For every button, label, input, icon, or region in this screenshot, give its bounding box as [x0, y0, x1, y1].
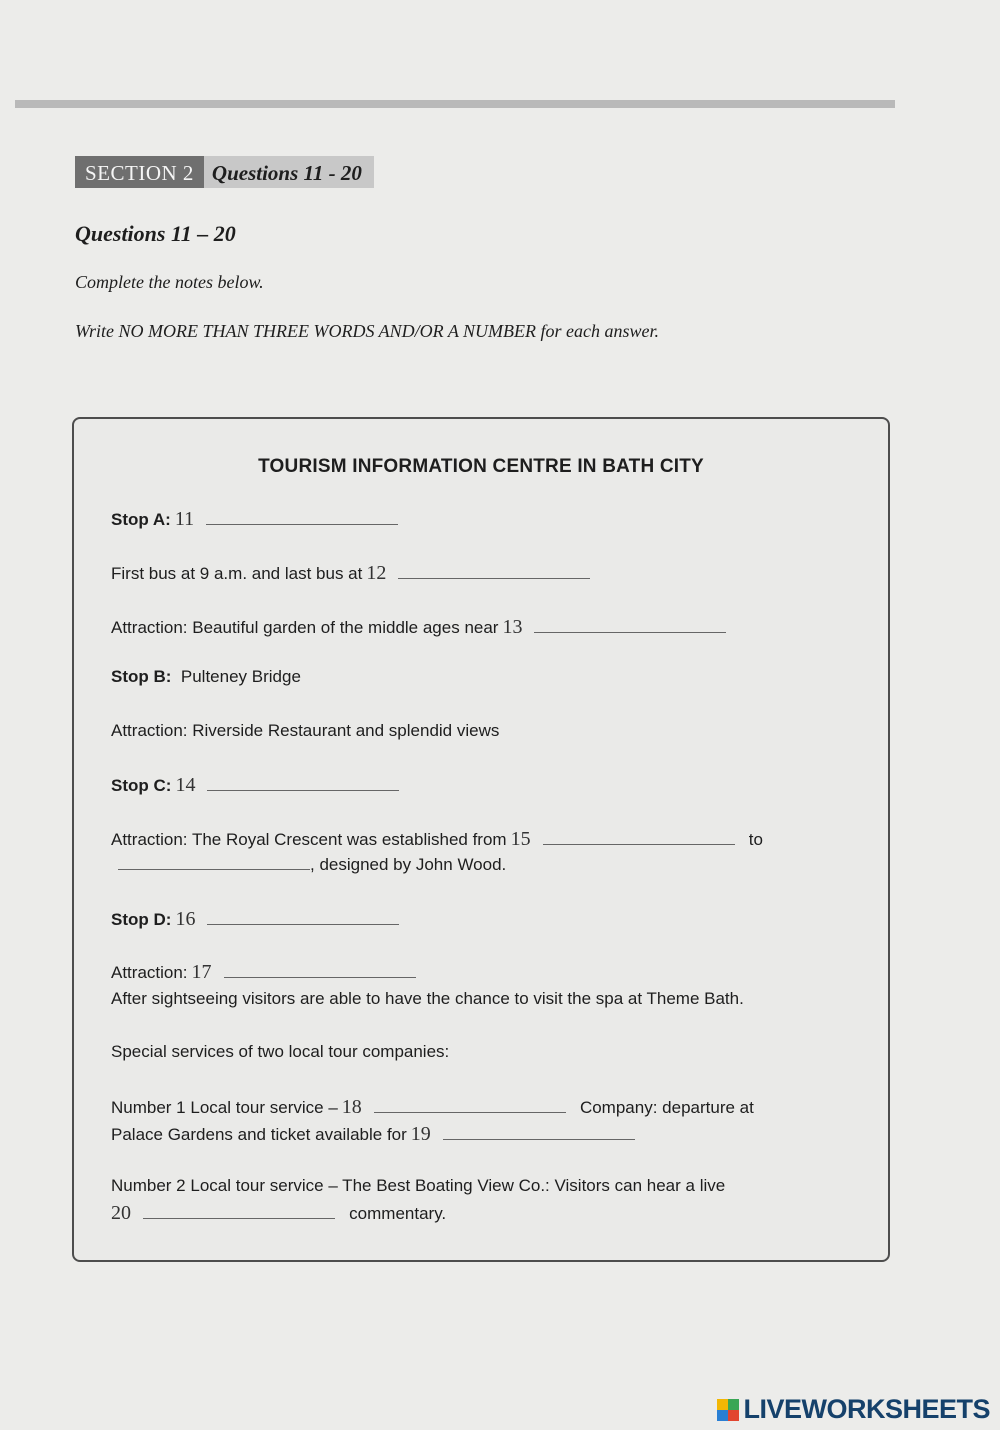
service-2-line-2 — [111, 1201, 446, 1226]
stop-c-line — [111, 773, 399, 798]
attraction-a-line — [111, 615, 726, 640]
question-number-19: 19 — [410, 1123, 431, 1145]
liveworksheets-logo — [717, 1394, 990, 1425]
spa-line: After sightseeing visitors are able to have the chance to visit the spa at Theme Bath. — [111, 989, 744, 1008]
answer-blank-13[interactable] — [534, 618, 726, 633]
attraction-a-text: Attraction: Beautiful garden of the middle ages near — [111, 618, 499, 637]
service-1-line-2 — [111, 1122, 635, 1147]
bus-text: First bus at 9 a.m. and last bus at — [111, 564, 363, 583]
question-number-13: 13 — [502, 616, 523, 638]
question-number-18: 18 — [341, 1096, 362, 1118]
answer-blank-11[interactable] — [206, 510, 398, 525]
stop-a-line — [111, 507, 398, 532]
answer-blank-16[interactable] — [207, 910, 399, 925]
service-2-line: Number 2 Local tour service – The Best Boating View Co.: Visitors can hear a live — [111, 1176, 726, 1195]
liveworksheets-wordmark: LIVEWORKSHEETS — [743, 1394, 990, 1424]
notes-title: TOURISM INFORMATION CENTRE IN BATH CITY — [258, 456, 704, 477]
attraction-d-text: Attraction: — [111, 963, 188, 982]
answer-blank-19[interactable] — [443, 1125, 635, 1140]
stop-d-line — [111, 907, 399, 932]
instruction-emphasis: NO MORE THAN THREE WORDS AND/OR A NUMBER — [118, 321, 536, 341]
stop-c-label: Stop C: — [111, 776, 172, 795]
instruction-post: for each answer. — [540, 321, 659, 341]
notes-box — [72, 417, 890, 1262]
answer-blank-14[interactable] — [207, 776, 399, 791]
attraction-d-line — [111, 960, 416, 985]
answer-blank-15a[interactable] — [543, 830, 735, 845]
service-1-line2: Palace Gardens and ticket available for — [111, 1125, 407, 1144]
stop-b-text: Pulteney Bridge — [180, 667, 301, 686]
question-number-12: 12 — [366, 562, 387, 584]
question-number-15: 15 — [510, 828, 531, 850]
attraction-c-text: Attraction: The Royal Crescent was established from — [111, 830, 507, 849]
question-number-14: 14 — [175, 774, 196, 796]
attraction-c-after: , designed by John Wood. — [310, 855, 507, 874]
special-services-line: Special services of two local tour companies: — [111, 1042, 450, 1061]
instruction-word-limit — [75, 321, 659, 342]
service-1-line — [111, 1095, 754, 1120]
service-2-post: commentary. — [349, 1204, 447, 1223]
answer-blank-17[interactable] — [224, 963, 416, 978]
attraction-c-line — [111, 827, 763, 852]
liveworksheets-mark-icon — [717, 1399, 739, 1421]
attraction-c-to: to — [748, 830, 763, 849]
question-number-17: 17 — [191, 961, 212, 983]
answer-blank-18[interactable] — [374, 1098, 566, 1113]
attraction-c-line-2 — [118, 853, 506, 877]
stop-b-label: Stop B: — [111, 667, 172, 686]
attraction-b-line: Attraction: Riverside Restaurant and splendid views — [111, 721, 500, 740]
question-number-20: 20 — [111, 1202, 131, 1224]
stop-d-label: Stop D: — [111, 910, 172, 929]
service-1-pre: Number 1 Local tour service – — [111, 1098, 338, 1117]
instruction-complete: Complete the notes below. — [75, 272, 264, 292]
answer-blank-15b[interactable] — [118, 855, 310, 870]
answer-blank-12[interactable] — [398, 564, 590, 579]
answer-blank-20[interactable] — [143, 1204, 335, 1219]
top-rule — [15, 100, 895, 108]
section-header — [75, 156, 374, 188]
question-number-16: 16 — [175, 908, 196, 930]
instruction-pre: Write — [75, 321, 114, 341]
bus-line — [111, 561, 590, 586]
section-questions: Questions 11 - 20 — [204, 156, 374, 188]
questions-heading: Questions 11 – 20 — [75, 221, 236, 246]
stop-a-label: Stop A: — [111, 510, 171, 529]
stop-b-line — [111, 665, 301, 689]
section-label: SECTION 2 — [75, 156, 204, 188]
service-1-post: Company: departure at — [579, 1098, 754, 1117]
question-number-11: 11 — [174, 508, 195, 530]
